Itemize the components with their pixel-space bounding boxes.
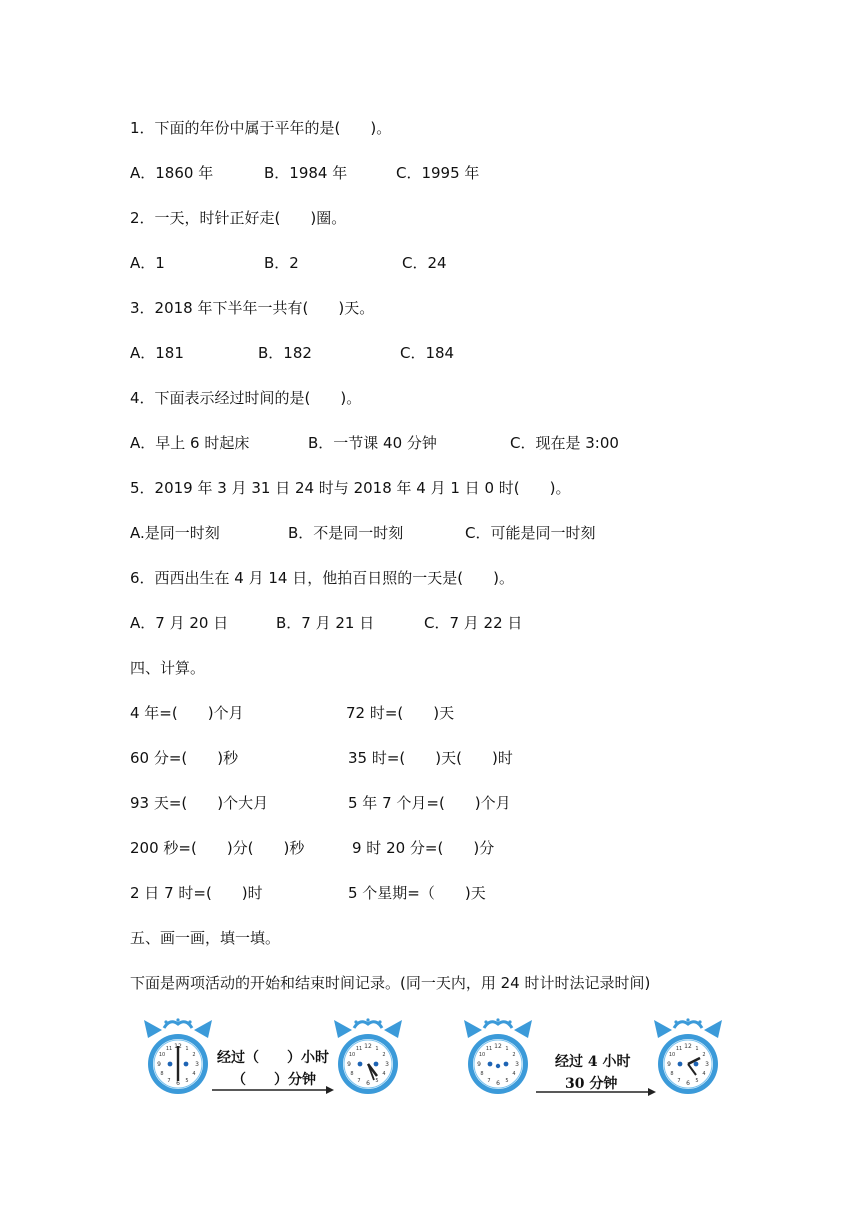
calc-item: 2 日 7 时=( )时: [130, 884, 263, 902]
question-2-option-a: A．1: [130, 254, 165, 272]
question-4-option-b: B．一节课 40 分钟: [308, 434, 437, 452]
question-3-option-a: A．181: [130, 344, 184, 362]
calc-item: 4 年=( )个月: [130, 704, 244, 722]
calc-item: 60 分=( )秒: [130, 749, 239, 767]
question-5-stem: 5．2019 年 3 月 31 日 24 时与 2018 年 4 月 1 日 0 时( )。: [130, 479, 571, 497]
question-5-option-c: C．可能是同一时刻: [465, 524, 596, 542]
arrow-2-icon: [534, 1086, 658, 1098]
calc-item: 5 年 7 个月=( )个月: [348, 794, 511, 812]
section-5-title: 五、画一画，填一填。: [130, 929, 281, 947]
question-1-option-a: A．1860 年: [130, 164, 214, 182]
calc-item: 200 秒=( )分( )秒: [130, 839, 305, 857]
question-2-option-c: C．24: [402, 254, 447, 272]
question-1-stem: 1．下面的年份中属于平年的是( )。: [130, 119, 392, 137]
question-4-option-c: C．现在是 3:00: [510, 434, 619, 452]
calc-item: 5 个星期=（ )天: [348, 884, 486, 902]
question-5-option-b: B．不是同一时刻: [288, 524, 404, 542]
clock-end-1: [330, 1018, 406, 1100]
question-1-option-b: B．1984 年: [264, 164, 348, 182]
clock-start-2: [460, 1018, 536, 1100]
clock-icon: [650, 1018, 726, 1096]
question-6-stem: 6．西西出生在 4 月 14 日，他拍百日照的一天是( )。: [130, 569, 514, 587]
section-4-title: 四、计算。: [130, 659, 206, 677]
question-4-stem: 4．下面表示经过时间的是( )。: [130, 389, 362, 407]
question-2-option-b: B．2: [264, 254, 299, 272]
arrow-1-icon: [210, 1084, 336, 1096]
question-5-option-a: A.是同一时刻: [130, 524, 220, 542]
calc-item: 35 时=( )天( )时: [348, 749, 513, 767]
clock-icon: [460, 1018, 536, 1096]
diagram-1-line-1: 经过（ ）小时: [217, 1050, 329, 1066]
clock-start-1: [140, 1018, 216, 1100]
calc-item: 93 天=( )个大月: [130, 794, 269, 812]
question-2-stem: 2．一天，时针正好走( )圈。: [130, 209, 347, 227]
question-6-option-b: B．7 月 21 日: [276, 614, 375, 632]
diagram-2-line-1: 经过 4 小时: [555, 1054, 631, 1070]
question-1-option-c: C．1995 年: [396, 164, 480, 182]
question-6-option-c: C．7 月 22 日: [424, 614, 523, 632]
question-6-option-a: A．7 月 20 日: [130, 614, 229, 632]
question-3-option-b: B．182: [258, 344, 312, 362]
clock-icon: [140, 1018, 216, 1096]
question-3-option-c: C．184: [400, 344, 455, 362]
question-4-option-a: A．早上 6 时起床: [130, 434, 250, 452]
diagram-1-line-2: （ ）分钟: [232, 1072, 316, 1088]
calc-item: 72 时=( )天: [346, 704, 455, 722]
section-5-description: 下面是两项活动的开始和结束时间记录。(同一天内，用 24 时计时法记录时间): [130, 974, 651, 992]
question-3-stem: 3．2018 年下半年一共有( )天。: [130, 299, 375, 317]
diagram-2-line-2: 30 分钟: [565, 1076, 618, 1092]
clock-end-2: [650, 1018, 726, 1100]
calc-item: 9 时 20 分=( )分: [352, 839, 495, 857]
clock-icon: [330, 1018, 406, 1096]
